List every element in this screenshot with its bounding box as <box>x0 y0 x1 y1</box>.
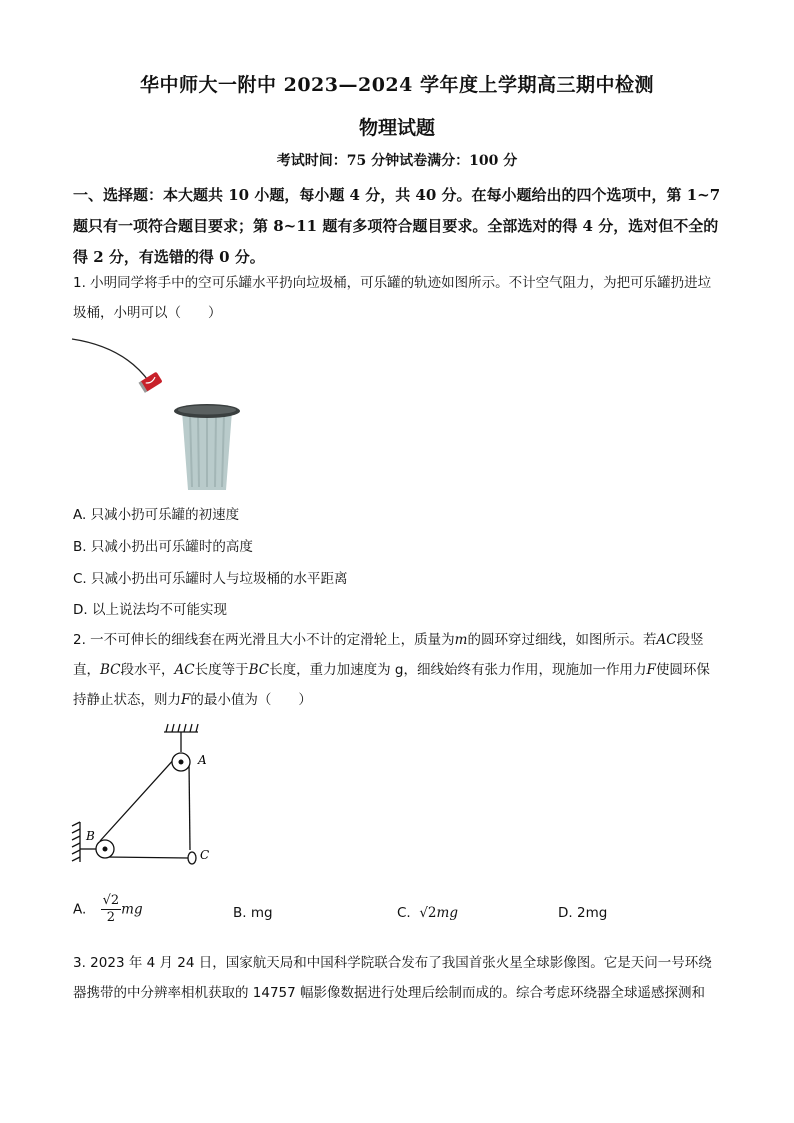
q1-option-b: B. 只减小扔出可乐罐时的高度 <box>73 539 253 555</box>
q2-option-c: C. √2mg <box>397 905 458 921</box>
question-1-stem: 1. 小明同学将手中的空可乐罐水平扔向垃圾桶，可乐罐的轨迹如图所示。不计空气阻力，为把可乐罐扔进垃圾桶，小明可以（ ） <box>73 275 712 321</box>
section-instructions: 一、选择题：本大题共 10 小题，每小题 4 分，共 40 分。在每小题给出的四个选项中，第 1~7 题只有一项符合题目要求；第 8~11 题有多项符合题目要求。全部选对的得 4 分，选对但不全的得 2 分，有选错的得 0 分。 <box>73 186 721 266</box>
exam-title: 华中师大一附中 2023—2024 学年度上学期高三期中检测 <box>140 74 654 96</box>
question-2-stem: 2. 一不可伸长的细线套在两光滑且大小不计的定滑轮上，质量为m的圆环穿过细线，如图所示。若AC段竖直，BC段水平，AC长度等于BC长度，重力加速度为 g，细线始终有张力作用，现施加一作用力F使圆环保持静止状态，则力F的最小值为（ ） <box>73 632 710 708</box>
pulley-a-icon <box>172 753 190 771</box>
string-lines <box>100 757 190 858</box>
pulley-b-icon <box>96 840 114 858</box>
question-3-stem: 3. 2023 年 4 月 24 日，国家航天局和中国科学院联合发布了我国首张火星全球影像图。它是天问一号环绕器携带的中分辨率相机获取的 14757 幅影像数据进行处理后绘制而成的。综合考虑环绕器全球遥感探测和 <box>73 955 712 1001</box>
q1-option-a: A. 只减小扔可乐罐的初速度 <box>73 507 240 523</box>
trash-bin-icon <box>174 404 240 490</box>
question-2-figure <box>68 722 228 872</box>
trajectory-curve <box>72 339 150 383</box>
label-b: B <box>86 829 95 843</box>
subject-title: 物理试题 <box>358 117 435 139</box>
q1-option-d: D. 以上说法均不可能实现 <box>73 602 227 618</box>
q2-option-b: B. mg <box>233 905 273 921</box>
exam-info: 考试时间：75 分钟试卷满分：100 分 <box>276 153 518 169</box>
q2-option-d: D. 2mg <box>558 905 608 921</box>
q2-option-a: A. $\frac{√2}{2}$ mg <box>73 893 143 925</box>
question-1-figure <box>70 335 250 495</box>
label-c: C <box>200 848 210 862</box>
ring-c <box>188 852 196 864</box>
ceiling-support <box>164 724 198 752</box>
cola-can-icon <box>138 372 162 393</box>
q1-option-c: C. 只减小扔出可乐罐时人与垃圾桶的水平距离 <box>73 571 348 587</box>
label-a: A <box>198 753 207 767</box>
